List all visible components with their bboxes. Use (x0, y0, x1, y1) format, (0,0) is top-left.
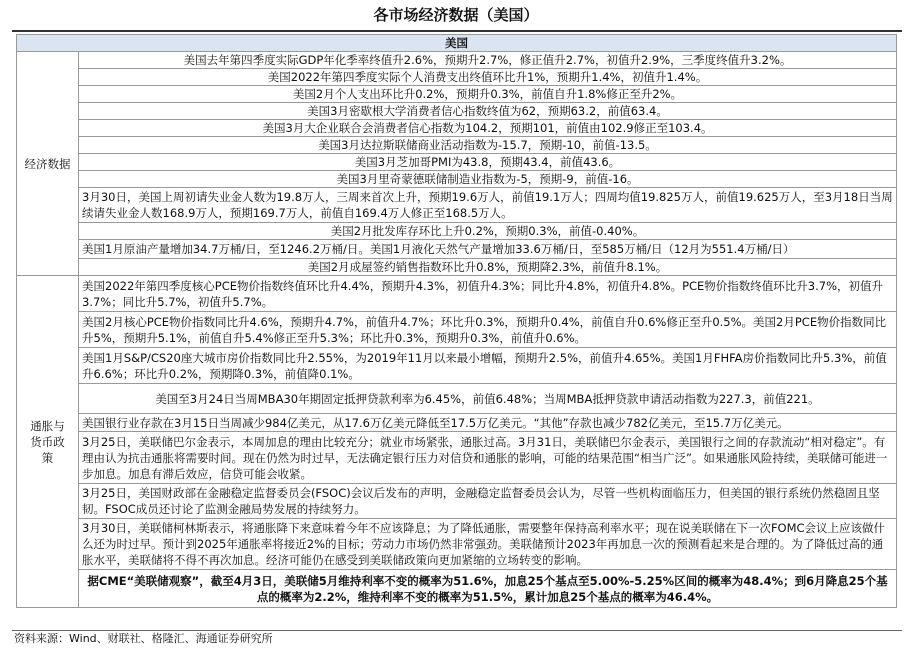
table-row (17, 348, 897, 384)
page-title: 各市场经济数据（美国） (373, 6, 539, 24)
table-row (17, 223, 897, 240)
row-text-cell: 美国3月芝加哥PMI为43.8，预期43.4，前值43.6。 (79, 154, 897, 171)
row-text-cell: 3月25日，美联储巴尔金表示，本周加息的理由比较充分；就业市场紧张，通胀过高。3月31日，美联储巴尔金表示，美国银行之间的存款流动“相对稳定”。有理由认为抗击通胀将需要时间。现在仍然为时过早，无法确定银行压力对信贷和通胀的影响，可能的结果范围“相当广泛”。如果通胀风险持续，美联储可能进一步加息。加息有滞后效应，信贷可能会收紧。 (79, 432, 897, 484)
table-header-us: 美国 (17, 35, 897, 52)
table-row (17, 188, 897, 223)
table-row (17, 312, 897, 348)
row-text-cell: 美国1月S&P/CS20座大城市房价指数同比升2.55%，为2019年11月以来最小增幅，预期升2.5%，前值升4.65%。美国1月FHFA房价指数同比升5.3%，前值升6.6%；环比升0.2%，预期降0.3%，前值降0.1%。 (79, 348, 897, 384)
row-text-cell: 3月30日，美联储柯林斯表示，将通胀降下来意味着今年不应该降息；为了降低通胀，需要整年保持高利率水平；现在说美联储在下一次FOMC会议上应该做什么还为时过早。预计到2025年通胀率将接近2%的目标；劳动力市场仍然非常强劲。美联储预计2023年再加息一次的预测看起来是合理的。为了降低过高的通胀水平，美联储将不得不再次加息。经济可能仍在感受到美联储政策向更加紧缩的立场转变的影响。 (79, 519, 897, 570)
row-text-cell: 美国至3月24日当周MBA30年期固定抵押贷款利率为6.45%，前值6.48%；当周MBA抵押贷款申请活动指数为227.3，前值221。 (79, 384, 897, 414)
row-text-cell: 3月30日，美国上周初请失业金人数为19.8万人，三周来首次上升，预期19.6万人，前值19.1万人；四周均值19.825万人，前值19.625万人，至3月18日当周续请失业金人数168.9万人，预期169.7万人，前值自169.4万人修正至168.5万人。 (79, 188, 897, 223)
title-divider (12, 30, 902, 32)
table-row (17, 52, 897, 69)
table-row (17, 69, 897, 86)
category-cell: 经济数据 (17, 52, 79, 276)
table-row (17, 171, 897, 188)
table-row (17, 414, 897, 432)
row-text-cell: 美国2月核心PCE物价指数同比升4.6%，预期升4.7%，前值升4.7%；环比升0.3%，预期升0.4%，前值自升0.6%修正至升0.5%。美国2月PCE物价指数同比升5%，预期升5.1%，前值自升5.4%修正至升5.3%；环比升0.3%，预期升0.3%，前值升0.6%。 (79, 312, 897, 348)
row-text-cell: 美国去年第四季度实际GDP年化季率终值升2.6%，预期升2.7%，修正值升2.7%，初值升2.9%，三季度终值升3.2%。 (79, 52, 897, 69)
table-row (17, 240, 897, 259)
row-text-cell: 美国2022年第四季度实际个人消费支出终值环比升1%，预期升1.4%，初值升1.4%。 (79, 69, 897, 86)
row-text-cell: 美国2月成屋签约销售指数环比升0.8%，预期降2.3%，前值升8.1%。 (79, 259, 897, 276)
table-row (17, 519, 897, 570)
table-header-row (17, 35, 897, 52)
table-row (17, 276, 897, 312)
source-note: 资料来源：Wind、财联社、格隆汇、海通证券研究所 (14, 632, 273, 645)
row-text-cell: 美国3月里奇蒙德联储制造业指数为-5，预期-9，前值-16。 (79, 171, 897, 188)
row-text-cell: 美国3月密歇根大学消费者信心指数终值为62，预期63.2，前值63.4。 (79, 103, 897, 120)
row-text-cell: 美国3月大企业联合会消费者信心指数为104.2，预期101，前值由102.9修正至103.4。 (79, 120, 897, 137)
row-text-cell: 美国2月批发库存环比上升0.2%，预期0.3%，前值-0.40%。 (79, 223, 897, 240)
table-row (17, 384, 897, 414)
economic-data-table (16, 34, 897, 608)
row-text-cell: 美国2022年第四季度核心PCE物价指数终值环比升4.4%，预期升4.3%，初值升4.3%；同比升4.8%，初值升4.8%。PCE物价指数终值环比升3.7%，初值升3.7%；同比升5.7%，初值升5.7%。 (79, 276, 897, 312)
row-text-cell: 美国银行业存款在3月15日当周减少984亿美元，从17.6万亿美元降低至17.5万亿美元。“其他”存款也减少782亿美元，至15.7万亿美元。 (79, 414, 897, 432)
table-row (17, 432, 897, 484)
row-text-cell: 3月25日，美国财政部在金融稳定监督委员会(FSOC)会议后发布的声明，金融稳定监督委员会认为，尽管一些机构面临压力，但美国的银行系统仍然稳固且坚韧。FSOC成员还讨论了监测金融局势发展的持续努力。 (79, 484, 897, 519)
table-row (17, 570, 897, 608)
category-cell: 通胀与货币政策 (17, 276, 79, 608)
row-text-cell: 美国1月原油产量增加34.7万桶/日，至1246.2万桶/日。美国1月液化天然气产量增加33.6万桶/日，至585万桶/日（12月为551.4万桶/日） (79, 240, 897, 259)
table-row (17, 259, 897, 276)
row-text-cell: 据CME“美联储观察”，截至4月3日，美联储5月维持利率不变的概率为51.6%，加息25个基点至5.00%-5.25%区间的概率为48.4%；到6月降息25个基点的概率为2.2%，维持利率不变的概率为51.5%，累计加息25个基点的概率为46.4%。 (79, 570, 897, 608)
table-row (17, 120, 897, 137)
bottom-divider (12, 630, 902, 631)
table-row (17, 103, 897, 120)
table-row (17, 484, 897, 519)
table-row (17, 154, 897, 171)
row-text-cell: 美国3月达拉斯联储商业活动指数为-15.7，预期-10，前值-13.5。 (79, 137, 897, 154)
table-row (17, 86, 897, 103)
table-row (17, 137, 897, 154)
row-text-cell: 美国2月个人支出环比升0.2%，预期升0.3%，前值自升1.8%修正至升2%。 (79, 86, 897, 103)
